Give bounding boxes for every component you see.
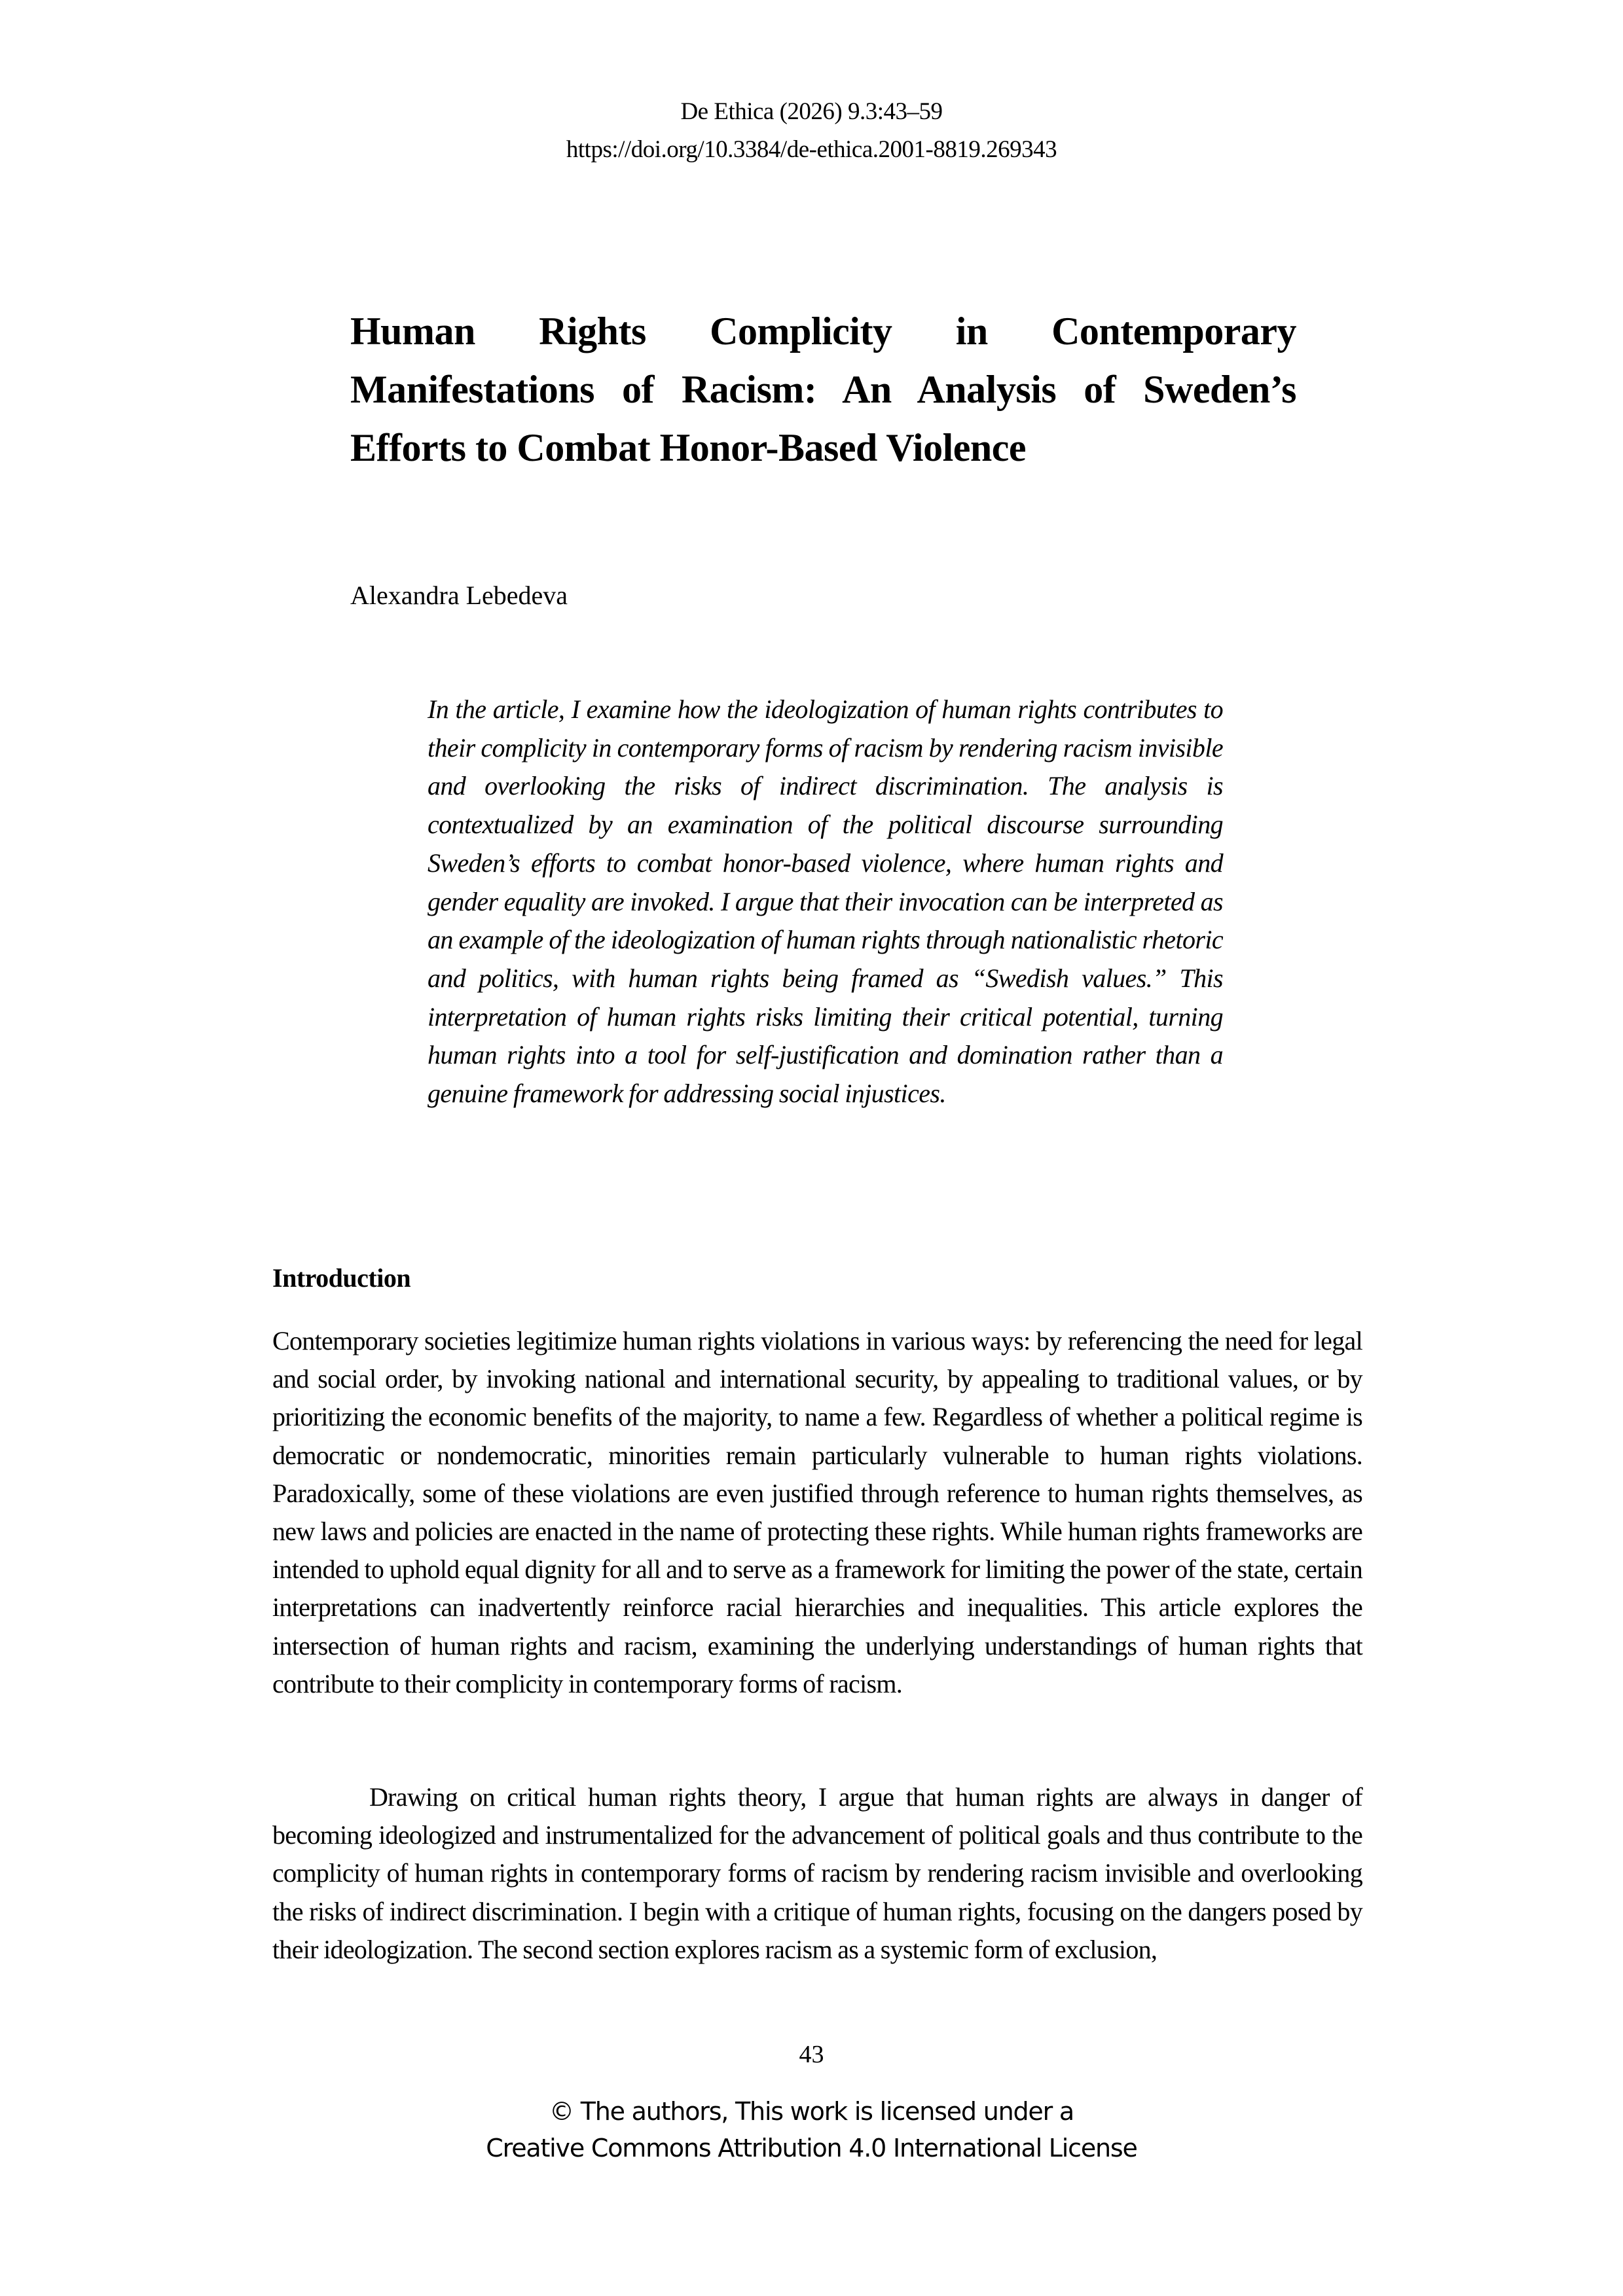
title-line: Human Rights Complicity in Contemporary [350, 310, 1296, 353]
page-number: 43 [799, 2041, 824, 2068]
body-paragraph: Drawing on critical human rights theory, I argue that human rights are always in danger of becoming ideologized and instrumentalized for the advancement of political goals and thus contribute to the complicity of human rights in contemporary forms of racism by rendering racism invisible and overlooking the risks of indirect discrimination. I begin with a critique of human rights, focusing on the dangers posed by their ideologization. The second section explores racism as a systemic form of exclusion, [272, 1782, 1362, 1964]
journal-citation: De Ethica (2026) 9.3:43–59 [680, 98, 943, 125]
abstract: In the article, I examine how the ideologization of human rights contributes to their complicity in contemporary forms of racism by rendering racism invisible and overlooking the risks of indirect discrimination. The analysis is contextualized by an examination of the political discourse surrounding Sweden’s efforts to combat honor-based violence, where human rights and gender equality are invoked. I argue that their invocation can be interpreted as an example of the ideologization of human rights through nationalistic rhetoric and politics, with human rights being framed as “Swedish values.” This interpretation of human rights risks limiting their critical potential, turning human rights into a tool for self-justification and domination rather than a genuine framework for addressing social injustices. [428, 694, 1223, 1109]
license-notice: © The authors, This work is licensed under a [549, 2097, 1074, 2126]
title-line: Manifestations of Racism: An Analysis of Sweden’s [350, 368, 1296, 411]
article-title [350, 302, 1296, 477]
doi-link[interactable]: https://doi.org/10.3384/de-ethica.2001-8819.269343 [566, 136, 1057, 163]
license-link[interactable]: Creative Commons Attribution 4.0 International License [486, 2134, 1137, 2162]
body-paragraph: Contemporary societies legitimize human rights violations in various ways: by referencing the need for legal and social order, by invoking national and international security, by appealing to traditional values, or by prioritizing the economic benefits of the majority, to name a few. Regardless of whether a political regime is democratic or nondemocratic, minorities remain particularly vulnerable to human rights violations. Paradoxically, some of these violations are even justified through reference to human rights themselves, as new laws and policies are enacted in the name of protecting these rights. While human rights frameworks are intended to uphold equal dignity for all and to serve as a framework for limiting the power of the state, certain interpretations can inadvertently reinforce racial hierarchies and inequalities. This article explores the intersection of human rights and racism, examining the underlying understandings of human rights that contribute to their complicity in contemporary forms of racism. [272, 1326, 1362, 1698]
title-line: Efforts to Combat Honor-Based Violence [350, 426, 1026, 469]
section-heading-introduction: Introduction [272, 1263, 411, 1293]
author-name: Alexandra Lebedeva [350, 581, 568, 610]
